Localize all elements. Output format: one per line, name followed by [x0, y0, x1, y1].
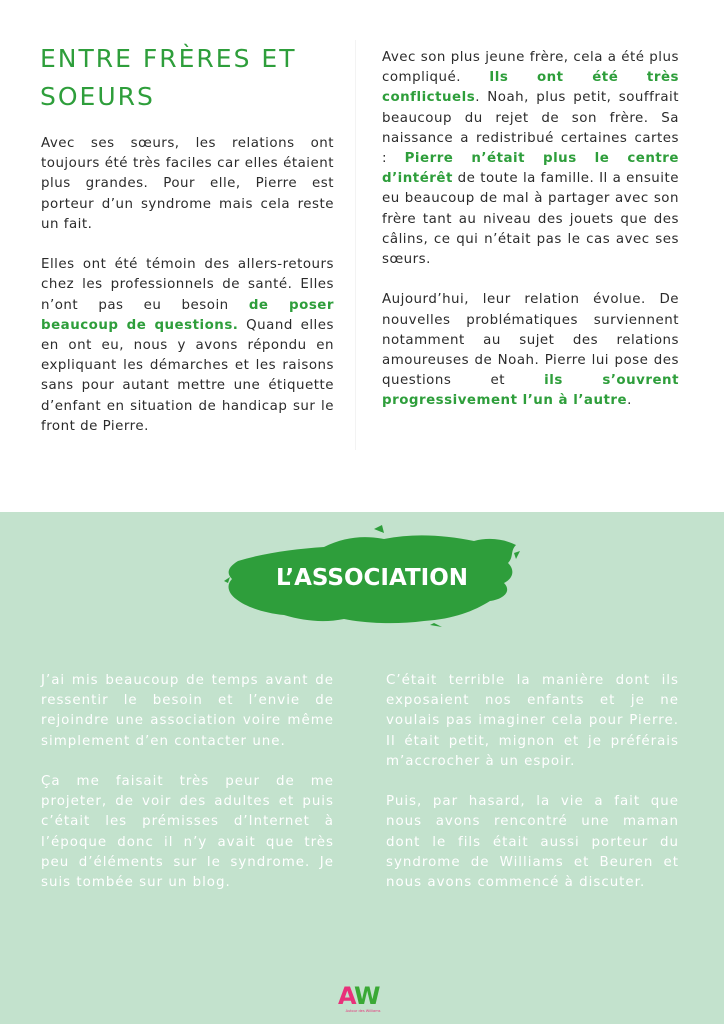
highlight-text: ils s’ouvrent progressivement l’un à l’autre: [382, 373, 679, 409]
right-paragraph-1: [382, 48, 679, 270]
svg-text:Autour des Williams: Autour des Williams: [345, 1009, 381, 1013]
siblings-right-column: [382, 48, 679, 432]
svg-text:A: A: [338, 982, 357, 1010]
text: Aujourd’hui, leur relation évolue. De nouvelles problématiques surviennent notamment au sujet des relations amoureuses de Noah. Pierre lui pose des questions et: [382, 292, 679, 389]
association-right-paragraph-1: C’était terrible la manière dont ils exposaient nos enfants et je ne voulais pas imaginer cela pour Pierre. Il était petit, mignon et je préférais m’accrocher à un espoir.: [386, 673, 679, 769]
association-right-column: [386, 671, 679, 913]
text: Elles ont été témoin des allers-retours chez les professionnels de santé. Elles n’ont pas eu besoin: [41, 257, 334, 313]
association-left-paragraph-1: J’ai mis beaucoup de temps avant de ressentir le besoin et l’envie de rejoindre une association voire même simplement d’en contacter une.: [41, 673, 334, 749]
aw-logo: [336, 980, 390, 1016]
right-paragraph-2: [382, 290, 679, 411]
siblings-left-column: [41, 134, 334, 457]
text: . Noah, plus petit, souffrait beaucoup du rejet de son frère. Sa naissance a redistribué certaines cartes :: [382, 90, 679, 167]
text: Avec son plus jeune frère, cela a été plus compliqué.: [382, 50, 679, 86]
highlight-text: Ils ont été très conflictuels: [382, 70, 679, 106]
highlight-text: de poser beaucoup de questions.: [41, 297, 334, 333]
association-banner-title: L’ASSOCIATION: [275, 565, 469, 591]
left-paragraph-2: [41, 255, 334, 437]
association-left-paragraph-2: Ça me faisait très peur de me projeter, de voir des adultes et puis c’était les prémisses d’Internet à l’époque donc il n’y avait que très peu d’éléments sur le syndrome. Je suis tombée sur un blog.: [41, 774, 334, 891]
section-title: ENTRE FRÈRES ET SOEURS: [40, 44, 297, 111]
left-paragraph-1: Avec ses sœurs, les relations ont toujours été très faciles car elles étaient plus grandes. Pour elle, Pierre est porteur d’un syndrome mais cela reste un fait.: [41, 136, 334, 232]
association-left-column: [41, 671, 334, 913]
svg-text:W: W: [354, 982, 381, 1010]
text: de toute la famille. Il a ensuite eu beaucoup de mal à partager avec son frère tant au niveau des jouets que des câlins, ce qui n’était pas le cas avec ses sœurs.: [382, 171, 679, 268]
association-right-paragraph-2: Puis, par hasard, la vie a fait que nous avons rencontré une maman dont le fils était aussi porteur du syndrome de Williams et Beuren et nous avons commencé à discuter.: [386, 794, 679, 891]
column-divider: [355, 40, 356, 450]
text: Quand elles en ont eu, nous y avons répondu en expliquant les démarches et les raisons sans pour autant mettre une étiquette d’enfant en situation de handicap sur le front de Pierre.: [41, 317, 334, 434]
highlight-text: Pierre n’était plus le centre d’intérêt: [382, 151, 679, 187]
text: .: [627, 393, 632, 409]
